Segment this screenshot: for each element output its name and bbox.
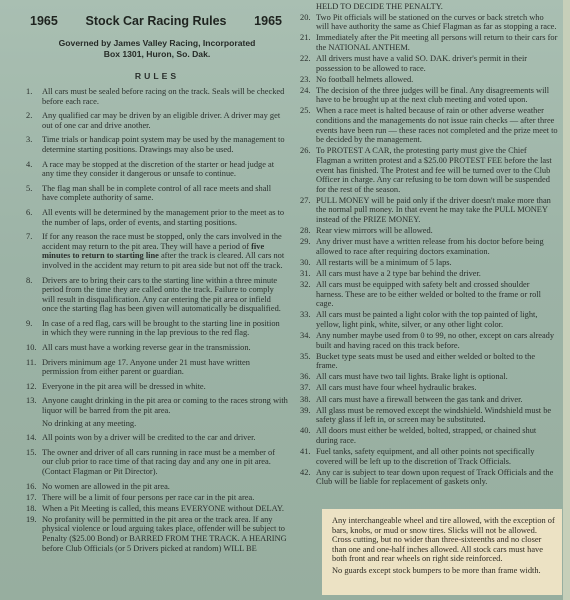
- rule-24: [300, 86, 558, 105]
- rule-number: 6.: [26, 207, 33, 217]
- rule-19: [26, 515, 288, 553]
- rule-number: 2.: [26, 111, 33, 121]
- rule-text: A race may be stopped at the discretion of the starter or head judge at any time they consider it dangerous or unsafe to continue.: [42, 159, 275, 179]
- rule-number: 11.: [26, 357, 37, 367]
- rule-text: Any qualified car may be driven by an eligible driver. A driver may get out of one car and drive another.: [42, 111, 281, 130]
- rule-6: [26, 208, 288, 227]
- rule-number: 31.: [300, 268, 311, 278]
- rule-8: [26, 276, 288, 314]
- rule-13: [26, 396, 288, 415]
- right-column: [300, 2, 558, 488]
- governed-by: [26, 38, 288, 60]
- rule-16: [26, 482, 288, 492]
- rule-13-note: No drinking at any meeting.: [42, 418, 137, 428]
- rule-19-continued: HELD TO DECIDE THE PENALTY.: [316, 2, 443, 11]
- notice-paragraph-1: Any interchangeable wheel and tire allowed, with the exception of bars, knobs, or mud or snow tires. Slicks will not be allowed. Cross cutting, but no wider than three-sixteenths and no closer than one and one-half inches allowed. All stock cars must have both front and rear wheels on right side reinforced.: [332, 516, 555, 564]
- rule-text: All cars must be sealed before racing on the track. Seals will be checked before each race.: [42, 87, 285, 106]
- rule-text: All events will be determined by the management prior to the meet as to the number of laps, order of events, and starting positions.: [42, 207, 285, 227]
- rules-heading: RULES: [134, 71, 180, 81]
- rule-number: 23.: [300, 74, 311, 84]
- rule-number: 27.: [300, 195, 311, 205]
- rule-42: [300, 468, 558, 487]
- rule-36: [300, 372, 558, 382]
- rule-text: To PROTEST A CAR, the protesting party must give the Chief Flagman a written protest and a $25.00 PROTEST FEE before the last event has finished. The Protest and fee will be turned over to the Club Officer in charge. Any car refusing to be torn down will be suspended for the rest of the season.: [316, 146, 552, 194]
- rule-32: [300, 280, 558, 309]
- rule-17: [26, 493, 288, 503]
- governed-line-1: Governed by James Valley Racing, Incorporated: [58, 38, 256, 48]
- rule-27: [300, 196, 558, 225]
- rule-39: [300, 406, 558, 425]
- rule-text: Time trials or handicap point system may be used by the management to determine starting positions. Drawings may also be used.: [42, 135, 285, 154]
- rule-text: Any driver must have a written release from his doctor before being allowed to race after requiring doctors examination.: [316, 237, 544, 256]
- rule-number: 15.: [26, 447, 37, 457]
- rule-text: The decision of the three judges will be final. Any disagreements will have to be brought up at the next club meeting and voted upon.: [316, 85, 550, 105]
- rule-text: All drivers must have a valid SO. DAK. driver's permit in their possession to be allowed to race.: [316, 53, 528, 73]
- rule-text: PULL MONEY will be paid only if the driver doesn't make more than the normal pull money. In that event he may take the PULL MONEY instead of the PRIZE MONEY.: [316, 195, 551, 224]
- rule-text: When a Pit Meeting is called, this means EVERYONE without DELAY.: [42, 503, 284, 513]
- rule-number: 39.: [300, 405, 311, 415]
- rule-number: 28.: [300, 226, 311, 236]
- rule-text: All cars must have two tail lights. Brake light is optional.: [316, 372, 508, 382]
- rule-41: [300, 447, 558, 466]
- rule-text: All glass must be removed except the windshield. Windshield must be safety glass if left in, or screen may be substituted.: [316, 405, 552, 425]
- rule-2: [26, 111, 288, 130]
- rule-number: 36.: [300, 372, 311, 382]
- left-column: [26, 14, 288, 555]
- rule-14: [26, 433, 288, 443]
- rule-11: [26, 358, 288, 377]
- rule-text: All points won by a driver will be credited to the car and driver.: [42, 433, 256, 443]
- rule-12: [26, 382, 288, 392]
- rule-text: All doors must either be welded, bolted, strapped, or chained shut during race.: [316, 426, 537, 445]
- rule-number: 18.: [26, 503, 37, 513]
- rule-number: 10.: [26, 343, 37, 353]
- rule-number: 22.: [300, 53, 311, 63]
- rule-26: [300, 146, 558, 194]
- rule-text: Anyone caught drinking in the pit area or coming to the races strong with liquor will be barred from the pit area.: [42, 396, 288, 416]
- rule-3: [26, 135, 288, 154]
- rule-38: [300, 395, 558, 405]
- rule-number: 41.: [300, 447, 311, 457]
- rule-number: 24.: [300, 85, 311, 95]
- rule-number: 34.: [300, 331, 311, 340]
- year-right: 1965: [254, 14, 282, 28]
- rule-number: 12.: [26, 381, 37, 391]
- rule-number: 33.: [300, 310, 311, 320]
- right-rules-list: [300, 13, 558, 487]
- rule-text: No women are allowed in the pit area.: [42, 481, 170, 491]
- wheel-tire-notice: [322, 509, 562, 595]
- rule-text: All cars must have a 2 type bar behind the driver.: [316, 268, 481, 278]
- rule-number: 8.: [26, 275, 33, 285]
- rule-number: 32.: [300, 280, 311, 290]
- title-row: [26, 14, 288, 28]
- rule-35: [300, 352, 558, 371]
- rule-number: 5.: [26, 183, 33, 193]
- rule-number: 20.: [300, 12, 311, 22]
- rule-text: All cars must have a firewall between the gas tank and driver.: [316, 394, 523, 404]
- rule-number: 7.: [26, 232, 33, 242]
- rule-18: [26, 504, 288, 514]
- rule-number: 26.: [300, 146, 311, 156]
- rule-text: Any car is subject to tear down upon request of Track Officials and the Club will be liable for replacement of gaskets only.: [316, 467, 554, 487]
- rule-text: All restarts will be a minimum of 5 laps.: [316, 257, 452, 267]
- rule-text: The flag man shall be in complete control of all race meets and shall have complete authority of same.: [42, 183, 272, 203]
- rule-text: Rear view mirrors will be allowed.: [316, 226, 433, 236]
- rule-20: [300, 13, 558, 32]
- rule-number: 30.: [300, 257, 311, 267]
- rule-text: No profanity will be permitted in the pit area or the track area. If any physical violence or loud arguing takes place, offender will be subject to Penalty ($25.00 Bond) or BARRED FROM THE TRACK. A HEARING before Club Officials (or 5 Drivers picked at random) WILL BE: [42, 514, 287, 553]
- rule-number: 40.: [300, 426, 311, 436]
- rule-number: 25.: [300, 106, 311, 116]
- rule-34: [300, 331, 558, 350]
- rule-number: 9.: [26, 318, 33, 328]
- rule-text: All cars must have four wheel hydraulic brakes.: [316, 383, 477, 393]
- governed-line-2: Box 1301, Huron, So. Dak.: [103, 49, 211, 59]
- rule-text: Drivers are to bring their cars to the starting line within a three minute period from the time they are called onto the track. Failure to comply will result in disqualification. Any car entering the pit area or infield once the starting flag has been given will automatically be disqualified.: [42, 275, 281, 314]
- rule-number: 35.: [300, 351, 311, 361]
- rule-text: Everyone in the pit area will be dressed in white.: [42, 381, 206, 391]
- rule-number: 14.: [26, 433, 37, 443]
- rule-22: [300, 54, 558, 73]
- rule-37: [300, 383, 558, 393]
- rule-number: 3.: [26, 135, 33, 145]
- rule-number: 21.: [300, 33, 311, 43]
- rule-25: [300, 106, 558, 144]
- page-title: Stock Car Racing Rules: [85, 14, 227, 28]
- rule-text: No football helmets allowed.: [316, 74, 414, 84]
- rule-40: [300, 426, 558, 445]
- rule-number: 16.: [26, 481, 37, 491]
- rule-number: 4.: [26, 159, 33, 169]
- rule-text: Two Pit officials will be stationed on the curves or back stretch who will have authority the same as Chief Flagman as far as stopping a race.: [316, 12, 557, 32]
- rule-21: [300, 33, 558, 52]
- rule-text: All cars must have a working reverse gear in the transmission.: [42, 343, 251, 353]
- rule-4: [26, 160, 288, 179]
- rule-text: All cars must be painted a light color with the top painted of light, yellow, light pink, white, silver, or any other light color.: [316, 310, 538, 329]
- rule-10: [26, 343, 288, 353]
- notice-paragraph-2: No guards except stock bumpers to be more than frame width.: [332, 565, 541, 575]
- rule-number: 17.: [26, 492, 37, 502]
- rule-28: [300, 226, 558, 236]
- rule-text: The owner and driver of all cars running in race must be a member of our club prior to race time of that racing day and any one in pit area. (Contact Flagman or Pit Director).: [42, 447, 276, 476]
- left-rules-list: [26, 87, 288, 553]
- rule-text: In case of a red flag, cars will be brought to the starting line in position in which they were running in the lap previous to the red flag.: [42, 318, 280, 338]
- rule-30: [300, 258, 558, 268]
- page-edge: [563, 0, 570, 600]
- rule-1: [26, 87, 288, 106]
- rule-number: 42.: [300, 467, 311, 477]
- rule-31: [300, 269, 558, 279]
- rule-29: [300, 237, 558, 256]
- rule-text: Drivers minimum age 17. Anyone under 21 must have written permission from either parent or guardian.: [42, 357, 250, 377]
- rule-text: When a race meet is halted because of rain or other adverse weather conditions and the managements do not issue rain checks — after three events have been run — these races not completed and the prize meet to be decided by the management.: [316, 106, 558, 145]
- rule-7-emphasis: five minutes to return to starting line: [42, 241, 265, 261]
- rule-33: [300, 310, 558, 329]
- rule-text: Immediately after the Pit meeting all persons will return to their cars for the NATIONAL ANTHEM.: [316, 33, 558, 52]
- year-left: 1965: [30, 14, 58, 28]
- rule-7: [26, 232, 288, 270]
- rule-5: [26, 184, 288, 203]
- rule-text: There will be a limit of four persons per race car in the pit area.: [42, 492, 255, 502]
- rule-text: Any number maybe used from 0 to 99, no other, except on cars already built and having raced on this track before.: [316, 331, 555, 350]
- rule-9: [26, 319, 288, 338]
- rule-text: Bucket type seats must be used and either welded or bolted to the frame.: [316, 351, 536, 371]
- rule-number: 37.: [300, 383, 311, 393]
- rule-15: [26, 448, 288, 477]
- rule-number: 29.: [300, 237, 311, 247]
- rule-number: 19.: [26, 514, 37, 524]
- rule-number: 38.: [300, 394, 311, 404]
- rule-number: 13.: [26, 396, 37, 406]
- rule-23: [300, 75, 558, 85]
- rule-text: All cars must be equipped with safety belt and crossed shoulder harness. These are to be either welded or bolted to the frame or roll cage.: [316, 280, 541, 309]
- rule-text: Fuel tanks, safety equipment, and all other points not specifically covered will be left up to the discretion of Track Officials.: [316, 447, 535, 466]
- rule-text: If for any reason the race must be stopped, only the cars involved in the accident may return to the pit area. They will have a period of five minutes to return to starting line after the track is cleared. All cars not involved in the accident may return to pit area side but not off the track.: [42, 232, 285, 270]
- rule-number: 1.: [26, 87, 33, 96]
